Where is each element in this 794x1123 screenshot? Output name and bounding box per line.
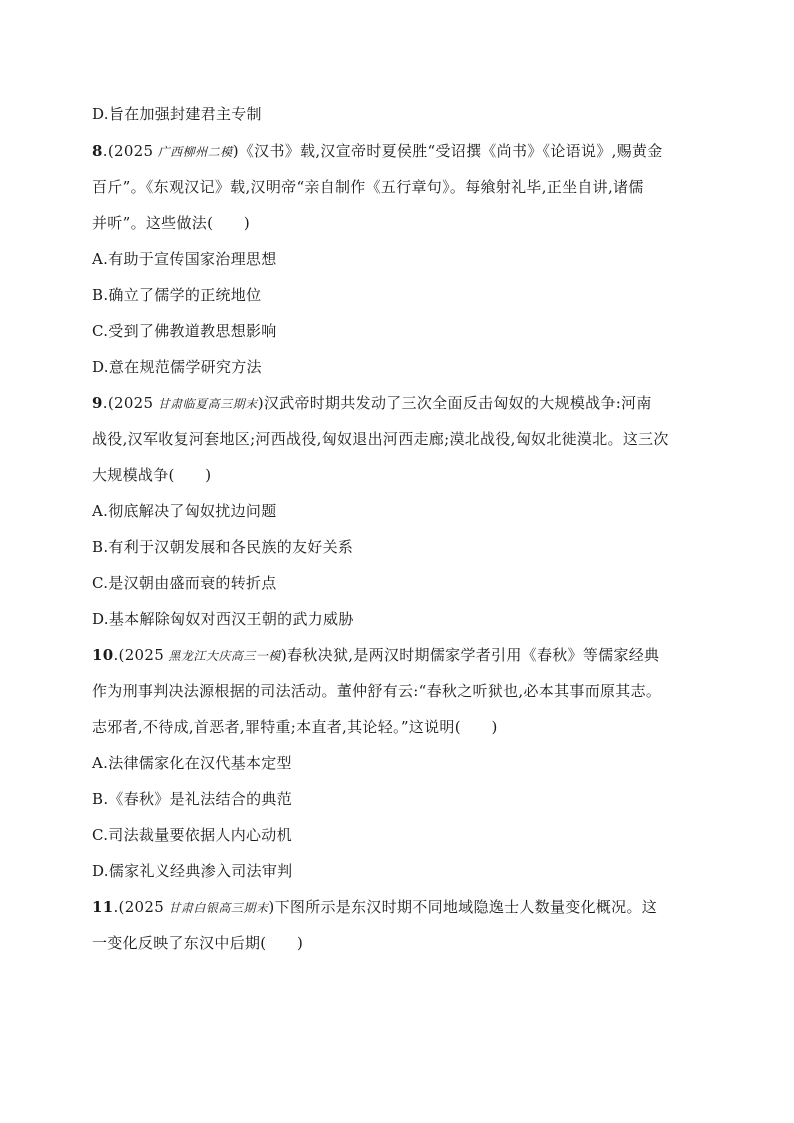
q10-source-close: ) [280, 646, 288, 664]
q8-stem-text-1: 《汉书》载,汉宣帝时夏侯胜“受诏撰《尚书》《论语说》,赐黄金 [238, 142, 663, 160]
q9-stem-line-3: 大规模战争( ) [92, 466, 212, 484]
q9-source-close: ) [257, 394, 264, 412]
q8-source-open: .( [102, 142, 114, 160]
q8-option-d[interactable]: D.意在规范儒学研究方法 [92, 358, 262, 376]
q8-option-b[interactable]: B.确立了儒学的正统地位 [92, 286, 262, 304]
q10-source: 黑龙江大庆高三一模 [164, 649, 281, 663]
q10-year: 2025 [124, 646, 165, 664]
q9-source-open: .( [102, 394, 114, 412]
q9-option-c[interactable]: C.是汉朝由盛而衰的转折点 [92, 574, 277, 592]
q8-option-c[interactable]: C.受到了佛教道教思想影响 [92, 322, 277, 340]
q8-stem-line-3: 并听”。这些做法( ) [92, 214, 250, 232]
q10-source-open: .( [113, 646, 125, 664]
q8-stem-line-2: 百斤”。《东观汉记》载,汉明帝“亲自制作《五行章句》。每飨射礼毕,正坐自讲,诸儒 [92, 178, 644, 196]
q9-year: 2025 [113, 394, 154, 412]
q9-source: 甘肃临夏高三期末 [153, 397, 258, 411]
q9-stem-line-1 [92, 393, 732, 414]
q10-stem-line-2: 作为刑事判决法源根据的司法活动。董仲舒有云:“春秋之听狱也,必本其事而原其志。 [92, 682, 662, 700]
q11-source-close: ) [268, 898, 275, 916]
q10-option-b[interactable]: B.《春秋》是礼法结合的典范 [92, 790, 292, 808]
q9-option-d[interactable]: D.基本解除匈奴对西汉王朝的武力威胁 [92, 610, 354, 628]
q8-number: 8 [92, 142, 103, 160]
q8-stem-line-1 [92, 141, 732, 162]
q10-option-d[interactable]: D.儒家礼义经典渗入司法审判 [92, 862, 293, 880]
q11-year: 2025 [124, 898, 165, 916]
q8-source: 广西柳州二模 [153, 145, 233, 159]
q7-option-d[interactable]: D.旨在加强封建君主专制 [92, 105, 262, 123]
q9-stem-text-1: 汉武帝时期共发动了三次全面反击匈奴的大规模战争:河南 [263, 394, 652, 412]
q8-option-a[interactable]: A.有助于宣传国家治理思想 [92, 250, 277, 268]
q10-stem-line-1 [92, 645, 732, 666]
q11-stem-line-2: 一变化反映了东汉中后期( ) [92, 934, 304, 952]
q10-stem-line-3: 志邪者,不待成,首恶者,罪特重;本直者,其论轻。”这说明( ) [92, 718, 498, 736]
q9-number: 9 [92, 394, 103, 412]
q10-option-a[interactable]: A.法律儒家化在汉代基本定型 [92, 754, 292, 772]
q9-option-a[interactable]: A.彻底解决了匈奴扰边问题 [92, 502, 277, 520]
q9-option-b[interactable]: B.有利于汉朝发展和各民族的友好关系 [92, 538, 354, 556]
q11-stem-text-1: 下图所示是东汉时期不同地域隐逸士人数量变化概况。这 [274, 898, 658, 916]
q10-stem-text-1: 春秋决狱,是两汉时期儒家学者引用《春秋》等儒家经典 [287, 646, 660, 664]
q8-source-close: ) [232, 142, 239, 160]
q10-option-c[interactable]: C.司法裁量要依据人内心动机 [92, 826, 292, 844]
q11-stem-line-1 [92, 897, 732, 918]
q11-source: 甘肃白银高三期末 [164, 901, 269, 915]
q8-year: 2025 [113, 142, 154, 160]
q11-source-open: .( [113, 898, 125, 916]
q11-number: 11 [92, 898, 114, 916]
q9-stem-line-2: 战役,汉军收复河套地区;河西战役,匈奴退出河西走廊;漠北战役,匈奴北徙漠北。这三次 [92, 430, 669, 448]
q10-number: 10 [92, 646, 114, 664]
